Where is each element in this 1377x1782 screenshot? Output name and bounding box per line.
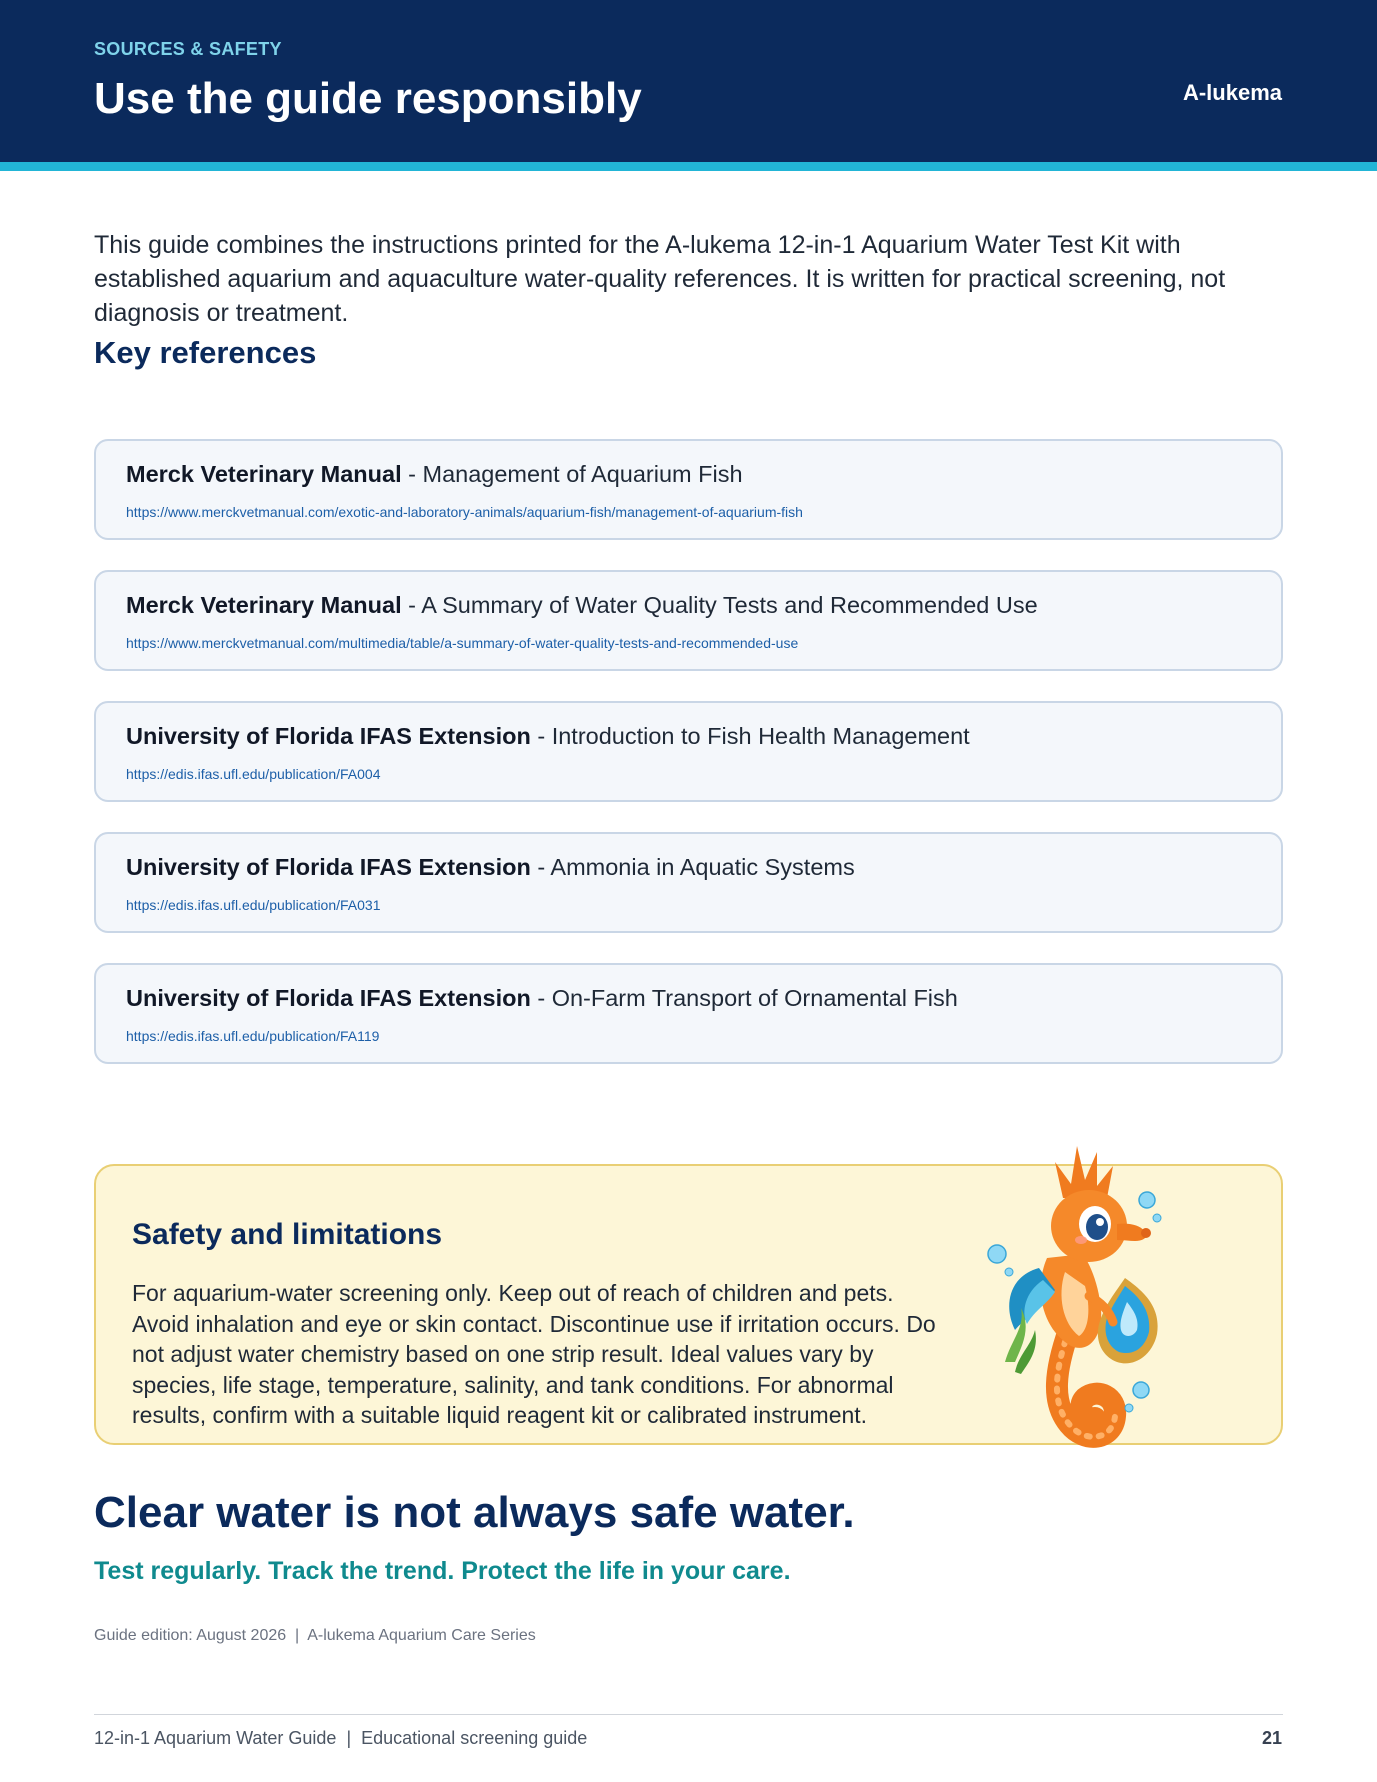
reference-link[interactable]: https://edis.ifas.ufl.edu/publication/FA031 (126, 897, 381, 913)
reference-citation (126, 985, 1251, 1012)
references-heading: Key references (94, 335, 317, 370)
safety-title: Safety and limitations (132, 1218, 443, 1251)
reference-citation (126, 854, 1251, 881)
reference-title: - Management of Aquarium Fish (401, 461, 743, 487)
reference-link[interactable]: https://www.merckvetmanual.com/multimedia/table/a-summary-of-water-quality-tests-and-recommended-use (126, 635, 799, 651)
edition-note: Guide edition: August 2026 | A-lukema Aquarium Care Series (94, 1627, 536, 1644)
reference-card (94, 439, 1283, 540)
reference-card (94, 701, 1283, 802)
reference-source: Merck Veterinary Manual (126, 461, 402, 487)
section-eyebrow: SOURCES & SAFETY (94, 39, 282, 59)
reference-card (94, 963, 1283, 1064)
page-number: 21 (1261, 1728, 1282, 1748)
page-title: Use the guide responsibly (94, 74, 642, 123)
page-header (0, 0, 1377, 162)
reference-title: - Introduction to Fish Health Management (530, 723, 970, 749)
reference-source: University of Florida IFAS Extension (126, 985, 531, 1011)
reference-card (94, 570, 1283, 671)
seahorse-mascot-icon (985, 1140, 1185, 1480)
reference-title: - Ammonia in Aquatic Systems (530, 854, 855, 880)
reference-link[interactable]: https://www.merckvetmanual.com/exotic-and-laboratory-animals/aquarium-fish/management-of-aquarium-fish (126, 504, 803, 520)
reference-citation (126, 592, 1251, 619)
reference-card (94, 832, 1283, 933)
intro-paragraph: This guide combines the instructions printed for the A-lukema 12-in-1 Aquarium Water Test Kit with established aquarium and aquaculture water-quality references. It is written for practical screening, not diagnosis or treatment. (94, 231, 1226, 327)
reference-citation (126, 461, 1251, 488)
reference-title: - On-Farm Transport of Ornamental Fish (530, 985, 958, 1011)
closing-subtagline: Test regularly. Track the trend. Protect the life in your care. (94, 1557, 791, 1585)
reference-link[interactable]: https://edis.ifas.ufl.edu/publication/FA004 (126, 766, 381, 782)
closing-tagline: Clear water is not always safe water. (94, 1488, 855, 1537)
brand-name: A-lukema (1182, 80, 1282, 105)
reference-list (94, 439, 1283, 1094)
header-accent-stripe (0, 162, 1377, 171)
safety-body: For aquarium-water screening only. Keep out of reach of children and pets. Avoid inhalation and eye or skin contact. Discontinue use if irritation occurs. Do not adjust water chemistry based on one strip result. Ideal values vary by species, life stage, temperature, salinity, and tank conditions. For abnormal results, confirm with a suitable liquid reagent kit or calibrated instrument. (132, 1280, 936, 1428)
reference-source: University of Florida IFAS Extension (126, 723, 531, 749)
footer-divider (94, 1714, 1283, 1715)
reference-link[interactable]: https://edis.ifas.ufl.edu/publication/FA119 (126, 1028, 380, 1044)
reference-citation (126, 723, 1251, 750)
reference-source: Merck Veterinary Manual (126, 592, 402, 618)
reference-source: University of Florida IFAS Extension (126, 854, 531, 880)
footer-text: 12-in-1 Aquarium Water Guide | Educational screening guide (94, 1728, 588, 1748)
reference-title: - A Summary of Water Quality Tests and Recommended Use (401, 592, 1038, 618)
